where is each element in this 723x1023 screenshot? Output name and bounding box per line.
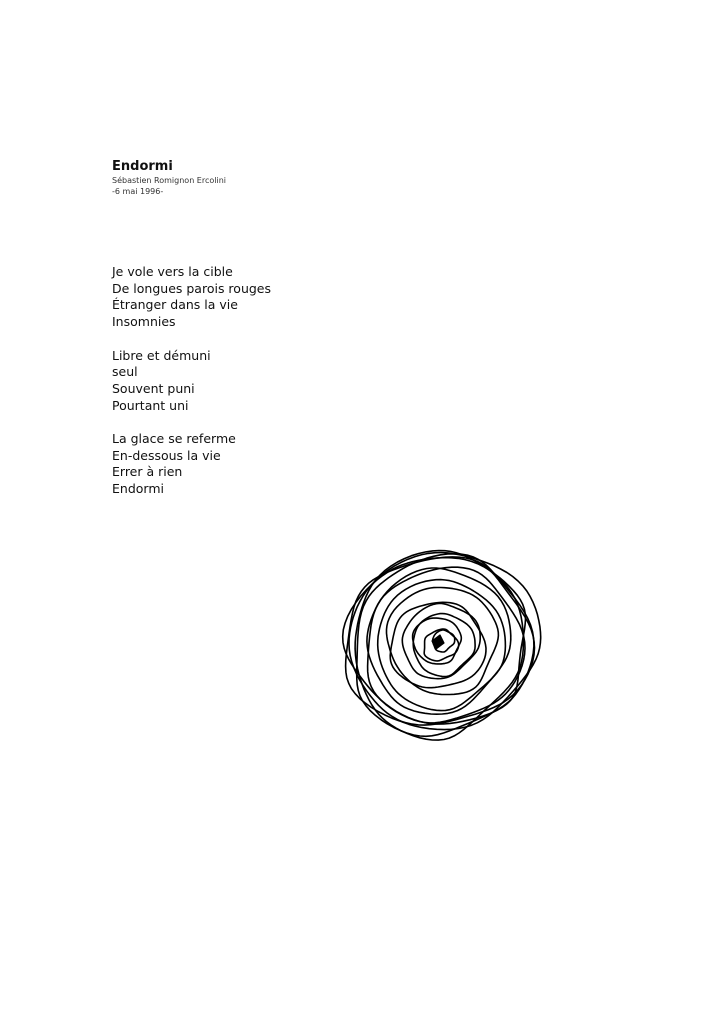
- poem-header: [112, 158, 226, 197]
- poem-line: Libre et démuni: [112, 347, 211, 363]
- poem-line: En-dessous la vie: [112, 447, 221, 463]
- stanza-2: [112, 348, 271, 415]
- poem-line: De longues parois rouges: [112, 280, 272, 296]
- poem-line: La glace se referme: [112, 431, 236, 446]
- poem-line: Souvent puni: [112, 380, 195, 396]
- poem-title: Endormi: [112, 159, 173, 174]
- poem-line: Je vole vers la cible: [112, 264, 233, 279]
- poem-line: Pourtant uni: [112, 397, 189, 413]
- stanza-1: [112, 264, 271, 331]
- poem-line: seul: [112, 364, 138, 380]
- poem-author: Sébastien Romignon Ercolini: [112, 176, 227, 185]
- poem-line: Errer à rien: [112, 464, 183, 480]
- poem-line: Étranger dans la vie: [112, 297, 238, 313]
- poem-body: [112, 264, 271, 515]
- poem-line: Insomnies: [112, 314, 176, 330]
- scribble-loop: [413, 614, 475, 677]
- stanza-3: [112, 431, 271, 498]
- poem-line: Endormi: [112, 481, 164, 497]
- scribble-spiral-icon: [340, 545, 560, 750]
- poem-date: -6 mai 1996-: [112, 187, 164, 196]
